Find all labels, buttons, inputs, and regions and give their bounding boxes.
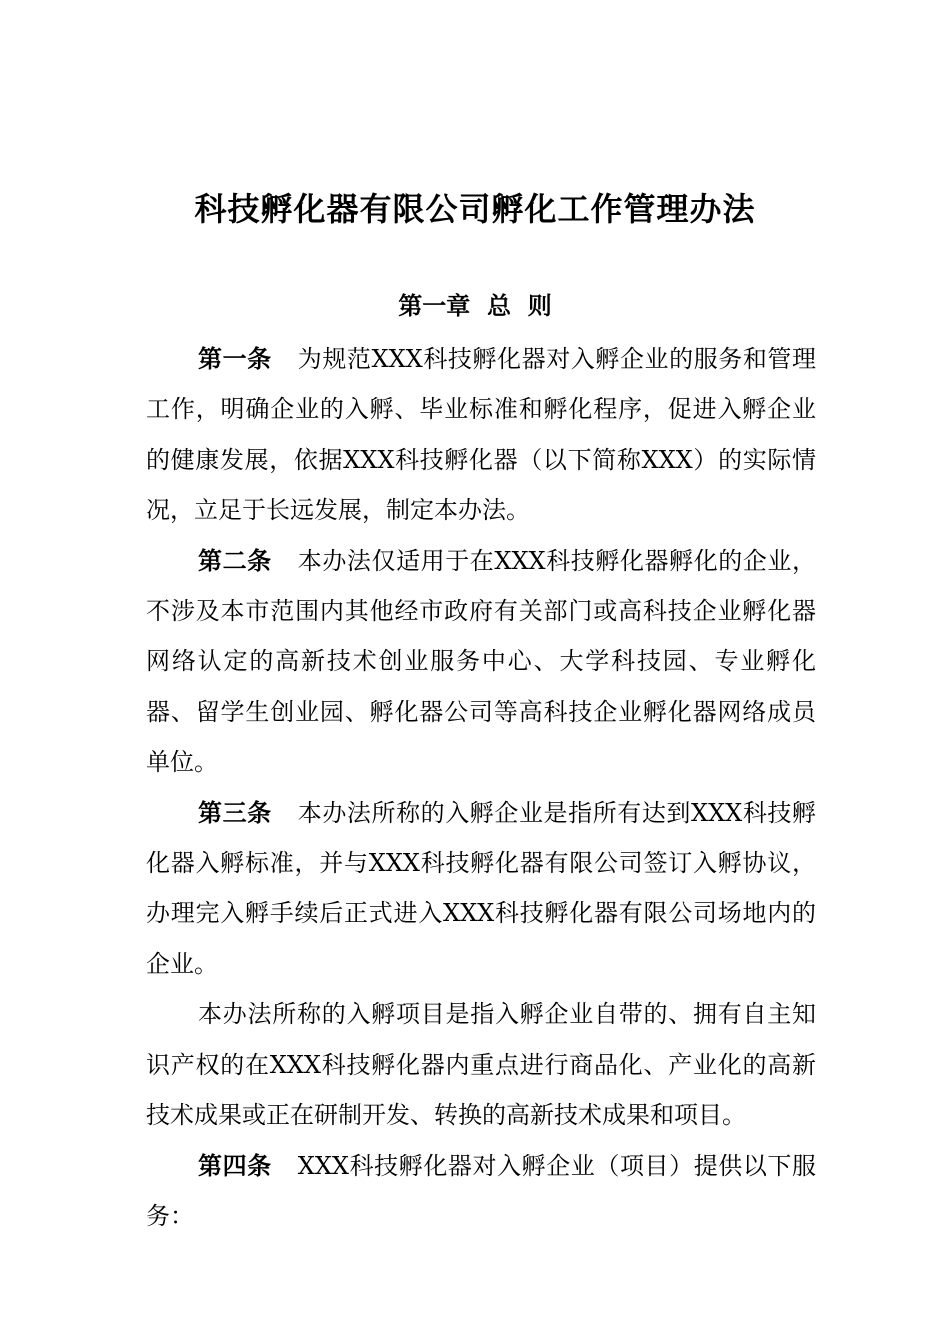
article-4-text: XXX科技孵化器对入孵企业（项目）提供以下服务： bbox=[146, 1151, 817, 1230]
article-3-continuation-text: 本办法所称的入孵项目是指入孵企业自带的、拥有自主知识产权的在XXX科技孵化器内重点进行商品化、产业化的高新技术成果或正在研制开发、转换的高新技术成果和项目。 bbox=[146, 1000, 816, 1130]
article-4-paragraph bbox=[146, 1141, 816, 1242]
article-2-text: 本办法仅适用于在XXX科技孵化器孵化的企业，不涉及本市范围内其他经市政府有关部门或高科技企业孵化器网络认定的高新技术创业服务中心、大学科技园、专业孵化器、留学生创业园、孵化器公司等高科技企业孵化器网络成员单位。 bbox=[146, 546, 817, 777]
article-2-paragraph bbox=[146, 536, 816, 788]
article-1-paragraph bbox=[146, 334, 816, 536]
document-title: 科技孵化器有限公司孵化工作管理办法 bbox=[194, 190, 756, 228]
article-4-label: 第四条 bbox=[198, 1150, 272, 1180]
article-3-continuation-paragraph bbox=[146, 989, 816, 1140]
article-2-label: 第二条 bbox=[198, 545, 272, 575]
article-3-label: 第三条 bbox=[198, 797, 272, 827]
article-1-label: 第一条 bbox=[198, 344, 272, 373]
article-3-paragraph bbox=[146, 788, 816, 990]
article-3-text: 本办法所称的入孵企业是指所有达到XXX科技孵化器入孵标准，并与XXX科技孵化器有限公司签订入孵协议，办理完入孵手续后正式进入XXX科技孵化器有限公司场地内的企业。 bbox=[146, 798, 817, 978]
article-1-text: 为规范XXX科技孵化器对入孵企业的服务和管理工作，明确企业的入孵、毕业标准和孵化程序，促进入孵企业的健康发展，依据XXX科技孵化器（以下简称XXX）的实际情况，立足于长远发展，制定本办法。 bbox=[146, 345, 817, 525]
chapter-heading: 第一章 总 则 bbox=[398, 291, 552, 320]
document-body bbox=[146, 334, 816, 1241]
